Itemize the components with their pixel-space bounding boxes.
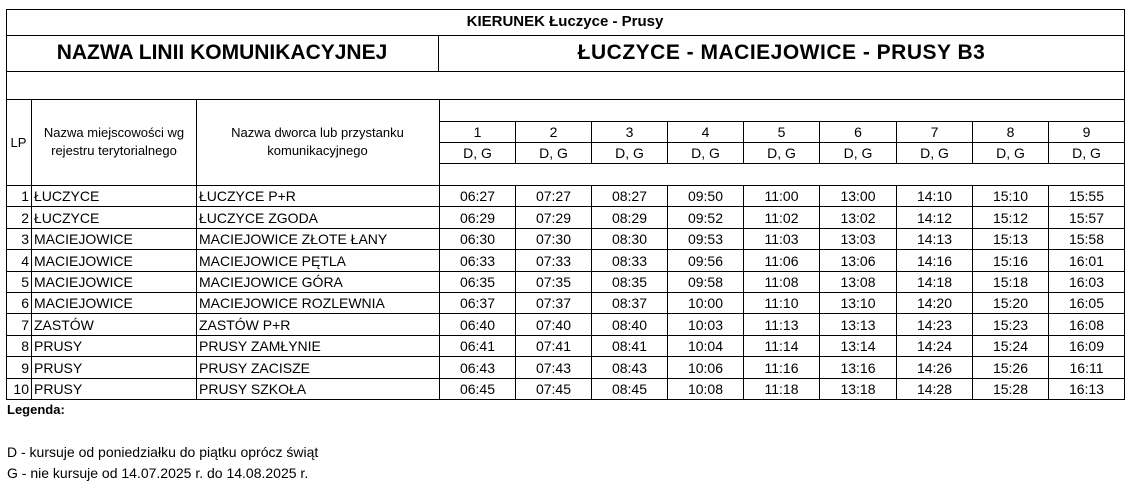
departure-time: 15:12 <box>992 209 1029 226</box>
row-stop: PRUSY ZAMŁYNIE <box>199 338 321 354</box>
departure-time: 11:03 <box>764 231 799 247</box>
line-name-label: NAZWA LINII KOMUNIKACYJNEJ <box>56 41 388 64</box>
row-lp: 5 <box>21 274 29 290</box>
line-name: ŁUCZYCE - MACIEJOWICE - PRUSY B3 <box>577 41 986 64</box>
course-code: D, G <box>615 145 644 161</box>
departure-time: 09:52 <box>687 209 724 226</box>
course-number: 4 <box>701 124 710 140</box>
row-locality: MACIEJOWICE <box>34 274 133 290</box>
row-locality: PRUSY <box>34 359 83 376</box>
departure-time: 15:26 <box>992 359 1029 376</box>
departure-time: 15:18 <box>992 274 1029 290</box>
row-stop: ŁUCZYCE P+R <box>199 188 296 204</box>
departure-time: 09:50 <box>687 188 724 204</box>
row-lp: 6 <box>21 295 29 311</box>
departure-time: 16:03 <box>1068 274 1105 290</box>
departure-time: 15:16 <box>992 252 1029 269</box>
departure-time: 13:16 <box>840 359 876 376</box>
departure-time: 07:37 <box>535 295 572 311</box>
course-code: D, G <box>539 145 568 161</box>
departure-time: 06:30 <box>459 231 496 247</box>
departure-time: 07:29 <box>535 209 572 226</box>
departure-time: 16:09 <box>1068 338 1105 354</box>
departure-time: 11:02 <box>764 209 799 226</box>
course-code: D, G <box>691 145 720 161</box>
row-stop: ŁUCZYCE ZGODA <box>199 209 319 226</box>
departure-time: 06:41 <box>459 338 496 354</box>
row-lp: 10 <box>13 381 29 397</box>
course-code: D, G <box>767 145 796 161</box>
departure-time: 06:43 <box>459 359 496 376</box>
departure-time: 13:14 <box>840 338 876 354</box>
departure-time: 07:30 <box>535 231 572 247</box>
row-locality: PRUSY <box>34 381 83 397</box>
departure-time: 11:16 <box>764 359 799 376</box>
departure-time: 13:13 <box>840 316 876 333</box>
departure-time: 15:57 <box>1068 209 1105 226</box>
departure-time: 14:28 <box>916 381 953 397</box>
course-number: 8 <box>1006 124 1015 140</box>
departure-time: 14:23 <box>916 316 953 333</box>
departure-time: 08:27 <box>611 188 648 204</box>
departure-time: 15:10 <box>992 188 1029 204</box>
departure-time: 11:08 <box>764 274 799 290</box>
row-lp: 7 <box>21 316 29 333</box>
departure-time: 13:03 <box>840 231 876 247</box>
course-number: 3 <box>625 124 634 140</box>
departure-time: 11:13 <box>764 316 799 333</box>
departure-time: 15:23 <box>992 316 1029 333</box>
course-number: 2 <box>549 124 558 140</box>
departure-time: 08:37 <box>611 295 648 311</box>
departure-time: 06:40 <box>459 316 496 333</box>
row-stop: PRUSY SZKOŁA <box>199 381 307 397</box>
departure-time: 15:55 <box>1068 188 1105 204</box>
row-lp: 2 <box>21 209 29 226</box>
row-locality: MACIEJOWICE <box>34 295 133 311</box>
legend-title: Legenda: <box>7 401 65 417</box>
column-header-lp: LP <box>10 134 27 150</box>
grid-line <box>6 71 1125 72</box>
departure-time: 11:06 <box>764 252 799 269</box>
row-stop: MACIEJOWICE GÓRA <box>199 274 343 290</box>
departure-time: 14:24 <box>916 338 953 354</box>
grid-line <box>439 163 1125 164</box>
departure-time: 16:01 <box>1068 252 1105 269</box>
departure-time: 15:58 <box>1068 231 1105 247</box>
departure-time: 15:20 <box>992 295 1029 311</box>
departure-time: 07:41 <box>535 338 572 354</box>
departure-time: 09:58 <box>687 274 724 290</box>
departure-time: 13:00 <box>840 188 876 204</box>
departure-time: 13:08 <box>840 274 876 290</box>
departure-time: 15:24 <box>992 338 1029 354</box>
grid-line <box>1124 9 1125 400</box>
departure-time: 14:12 <box>916 209 953 226</box>
course-number: 5 <box>777 124 786 140</box>
departure-time: 08:41 <box>611 338 648 354</box>
departure-time: 10:03 <box>687 316 724 333</box>
departure-time: 07:33 <box>535 252 572 269</box>
row-locality: MACIEJOWICE <box>34 252 133 269</box>
departure-time: 08:33 <box>611 252 648 269</box>
departure-time: 06:33 <box>459 252 496 269</box>
row-lp: 9 <box>21 359 29 376</box>
column-header-stop: Nazwa dworca lub przystanku komunikacyjnego <box>231 125 404 158</box>
row-stop: MACIEJOWICE ROZLEWNIA <box>199 295 385 311</box>
departure-time: 06:37 <box>459 295 496 311</box>
course-number: 6 <box>854 124 862 140</box>
course-number: 9 <box>1082 124 1091 140</box>
row-locality: PRUSY <box>34 338 83 354</box>
departure-time: 10:06 <box>687 359 724 376</box>
departure-time: 14:20 <box>916 295 953 311</box>
row-locality: MACIEJOWICE <box>34 231 133 247</box>
departure-time: 06:35 <box>459 274 496 290</box>
departure-time: 11:18 <box>764 381 799 397</box>
departure-time: 09:56 <box>687 252 724 269</box>
course-code: D, G <box>843 145 873 161</box>
course-code: D, G <box>996 145 1025 161</box>
departure-time: 10:08 <box>687 381 724 397</box>
departure-time: 16:13 <box>1068 381 1105 397</box>
departure-time: 07:45 <box>535 381 572 397</box>
row-stop: MACIEJOWICE ZŁOTE ŁANY <box>199 231 388 247</box>
departure-time: 08:30 <box>611 231 648 247</box>
legend-item-d: D - kursuje od poniedziałku do piątku oprócz świąt <box>7 444 319 460</box>
departure-time: 14:26 <box>916 359 953 376</box>
departure-time: 06:45 <box>459 381 496 397</box>
departure-time: 08:43 <box>611 359 648 376</box>
row-locality: ZASTÓW <box>34 316 94 333</box>
departure-time: 14:10 <box>916 188 953 204</box>
departure-time: 13:02 <box>840 209 876 226</box>
departure-time: 15:28 <box>992 381 1029 397</box>
column-header-locality: Nazwa miejscowości wg rejestru terytorialnego <box>43 125 185 158</box>
departure-time: 07:27 <box>535 188 572 204</box>
departure-time: 10:04 <box>687 338 724 354</box>
row-locality: ŁUCZYCE <box>34 188 100 204</box>
departure-time: 06:27 <box>459 188 496 204</box>
row-lp: 3 <box>21 231 29 247</box>
row-lp: 8 <box>21 338 29 354</box>
departure-time: 11:14 <box>764 338 799 354</box>
departure-time: 14:13 <box>916 231 953 247</box>
course-number: 7 <box>930 124 939 140</box>
departure-time: 10:00 <box>687 295 724 311</box>
departure-time: 14:16 <box>916 252 953 269</box>
departure-time: 11:00 <box>764 188 799 204</box>
departure-time: 13:18 <box>840 381 876 397</box>
direction-title: KIERUNEK Łuczyce - Prusy <box>466 12 664 30</box>
departure-time: 15:13 <box>992 231 1029 247</box>
course-code: D, G <box>1072 145 1101 161</box>
row-locality: ŁUCZYCE <box>34 209 100 226</box>
row-stop: MACIEJOWICE PĘTLA <box>199 252 347 269</box>
course-number: 1 <box>473 124 482 140</box>
departure-time: 08:29 <box>611 209 648 226</box>
departure-time: 08:40 <box>611 316 648 333</box>
row-stop: ZASTÓW P+R <box>199 316 291 333</box>
departure-time: 16:05 <box>1068 295 1105 311</box>
departure-time: 07:35 <box>535 274 572 290</box>
departure-time: 13:06 <box>840 252 876 269</box>
row-lp: 4 <box>21 252 29 269</box>
legend-item-g: G - nie kursuje od 14.07.2025 r. do 14.08.2025 r. <box>7 465 309 481</box>
departure-time: 08:35 <box>611 274 648 290</box>
departure-time: 13:10 <box>840 295 876 311</box>
departure-time: 07:40 <box>535 316 572 333</box>
departure-time: 08:45 <box>611 381 648 397</box>
departure-time: 14:18 <box>916 274 953 290</box>
row-stop: PRUSY ZACISZE <box>199 359 310 376</box>
departure-time: 11:10 <box>764 295 799 311</box>
course-code: D, G <box>463 145 492 161</box>
course-code: D, G <box>920 145 949 161</box>
departure-time: 16:11 <box>1069 359 1104 376</box>
departure-time: 07:43 <box>535 359 572 376</box>
departure-time: 06:29 <box>459 209 496 226</box>
departure-time: 09:53 <box>687 231 724 247</box>
row-lp: 1 <box>21 188 29 204</box>
departure-time: 16:08 <box>1068 316 1105 333</box>
